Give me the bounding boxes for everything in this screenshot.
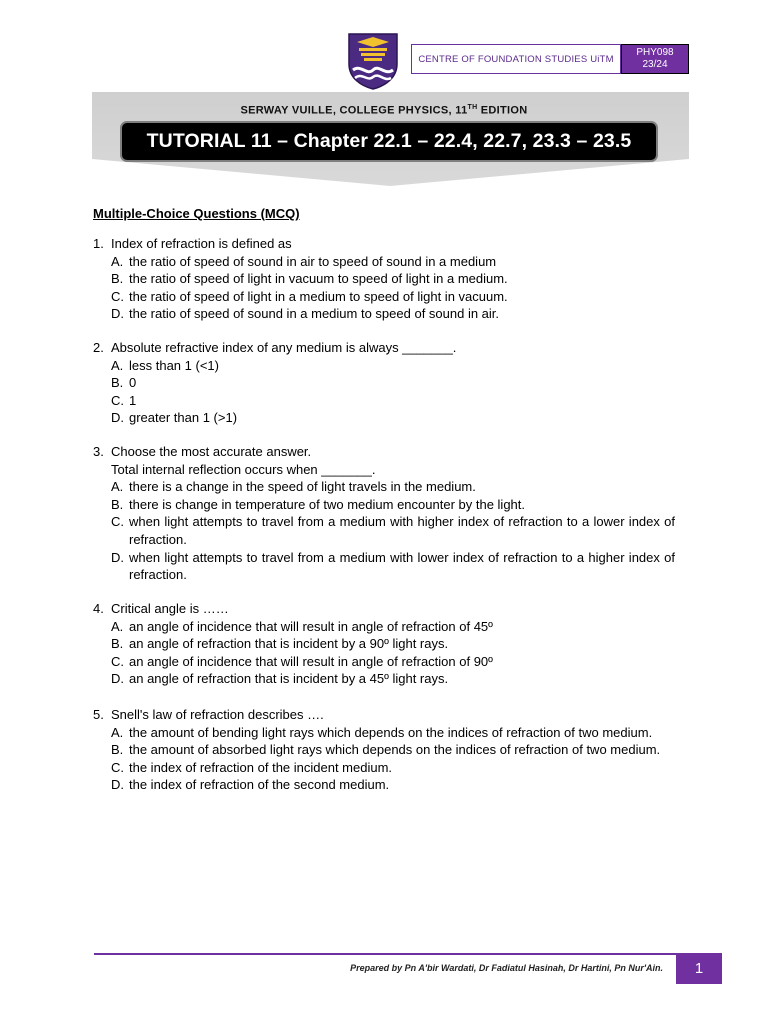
option-label: C. xyxy=(111,759,124,775)
uitm-logo xyxy=(347,32,399,90)
option-d xyxy=(93,776,675,794)
option-label: C. xyxy=(111,288,124,304)
option-label: D. xyxy=(111,671,124,687)
option-text: the ratio of speed of light in a medium to speed of light in vacuum. xyxy=(129,288,508,304)
question-number: 3. xyxy=(93,444,104,459)
question-number: 4. xyxy=(93,601,104,616)
option-label: B. xyxy=(111,496,124,512)
option-b xyxy=(93,496,675,514)
option-c xyxy=(93,513,675,548)
option-text: an angle of refraction that is incident by a 45º light rays. xyxy=(129,671,449,687)
option-text: there is a change in the speed of light travels in the medium. xyxy=(129,479,476,495)
option-text: less than 1 (<1) xyxy=(129,357,219,373)
question-4 xyxy=(93,600,675,688)
option-label: A. xyxy=(111,253,124,269)
option-a xyxy=(93,478,675,496)
option-label: A. xyxy=(111,618,124,634)
option-c xyxy=(93,759,675,777)
option-c xyxy=(93,653,675,671)
option-a xyxy=(93,724,675,742)
option-b xyxy=(93,741,675,759)
question-stem: Snell's law of refraction describes …. xyxy=(111,707,324,722)
option-text: greater than 1 (>1) xyxy=(129,410,238,426)
session: 23/24 xyxy=(642,59,668,70)
option-text: when light attempts to travel from a medium with lower index of refraction to a higher index of refraction. xyxy=(129,549,675,583)
option-label: A. xyxy=(111,479,124,495)
question-2 xyxy=(93,339,675,427)
course-code-badge xyxy=(621,44,689,74)
centre-label: CENTRE OF FOUNDATION STUDIES UiTM xyxy=(411,44,621,74)
option-text: the index of refraction of the incident medium. xyxy=(129,759,393,775)
option-c xyxy=(93,288,675,306)
edition-line xyxy=(0,104,768,117)
question-stem: Choose the most accurate answer. xyxy=(111,444,312,459)
option-text: 1 xyxy=(129,392,137,408)
option-text: the amount of bending light rays which depends on the indices of refraction of two medium. xyxy=(129,724,653,740)
question-1 xyxy=(93,235,675,323)
question-number: 1. xyxy=(93,236,104,251)
option-label: D. xyxy=(111,549,124,565)
option-text: an angle of incidence that will result in angle of refraction of 90º xyxy=(129,653,493,669)
option-text: 0 xyxy=(129,375,137,391)
option-label: D. xyxy=(111,410,124,426)
option-b xyxy=(93,635,675,653)
option-label: D. xyxy=(111,306,124,322)
edition-sup: TH xyxy=(467,104,478,111)
option-label: A. xyxy=(111,357,124,373)
option-d xyxy=(93,670,675,688)
option-text: an angle of incidence that will result in angle of refraction of 45º xyxy=(129,618,493,634)
question-stem: Absolute refractive index of any medium is always _______. xyxy=(111,340,457,355)
option-text: an angle of refraction that is incident by a 90º light rays. xyxy=(129,636,449,652)
option-text: the ratio of speed of light in vacuum to speed of light in a medium. xyxy=(129,271,508,287)
option-label: A. xyxy=(111,724,124,740)
question-stem: Index of refraction is defined as xyxy=(111,236,292,251)
course-code: PHY098 xyxy=(636,47,674,58)
option-text: the ratio of speed of sound in a medium to speed of sound in air. xyxy=(129,306,500,322)
question-5 xyxy=(93,706,675,794)
prepared-by: Prepared by Pn A'bir Wardati, Dr Fadiatul Hasinah, Dr Hartini, Pn Nur'Ain. xyxy=(350,963,663,973)
footer-divider xyxy=(94,953,676,955)
option-label: B. xyxy=(111,636,124,652)
option-b xyxy=(93,374,675,392)
option-text: the ratio of speed of sound in air to speed of sound in a medium xyxy=(129,253,497,269)
section-title: Multiple-Choice Questions (MCQ) xyxy=(93,206,300,221)
option-label: C. xyxy=(111,392,124,408)
question-number: 5. xyxy=(93,707,104,722)
tutorial-title: TUTORIAL 11 – Chapter 22.1 – 22.4, 22.7, 23.3 – 23.5 xyxy=(122,123,656,160)
question-stem: Critical angle is …… xyxy=(111,601,229,616)
option-d xyxy=(93,305,675,323)
question-number: 2. xyxy=(93,340,104,355)
edition-suffix: EDITION xyxy=(477,104,528,117)
option-label: C. xyxy=(111,514,124,530)
option-label: B. xyxy=(111,271,124,287)
option-a xyxy=(93,253,675,271)
option-text: there is change in temperature of two medium encounter by the light. xyxy=(129,496,525,512)
option-text: when light attempts to travel from a medium with higher index of refraction to a lower index of refraction. xyxy=(129,514,675,547)
page-number: 1 xyxy=(676,953,722,984)
option-label: B. xyxy=(111,375,124,391)
option-d xyxy=(93,409,675,427)
option-text: the index of refraction of the second medium. xyxy=(129,777,390,793)
option-c xyxy=(93,392,675,410)
question-stem-continued: Total internal reflection occurs when _______. xyxy=(111,461,376,477)
edition-prefix: SERWAY VUILLE, COLLEGE PHYSICS, 11 xyxy=(240,104,468,117)
option-a xyxy=(93,618,675,636)
option-d xyxy=(93,549,675,584)
option-b xyxy=(93,270,675,288)
option-label: D. xyxy=(111,777,124,793)
option-text: the amount of absorbed light rays which depends on the indices of refraction of two medium. xyxy=(129,742,661,758)
option-label: B. xyxy=(111,742,124,758)
option-label: C. xyxy=(111,653,124,669)
question-3 xyxy=(93,443,675,584)
option-a xyxy=(93,357,675,375)
